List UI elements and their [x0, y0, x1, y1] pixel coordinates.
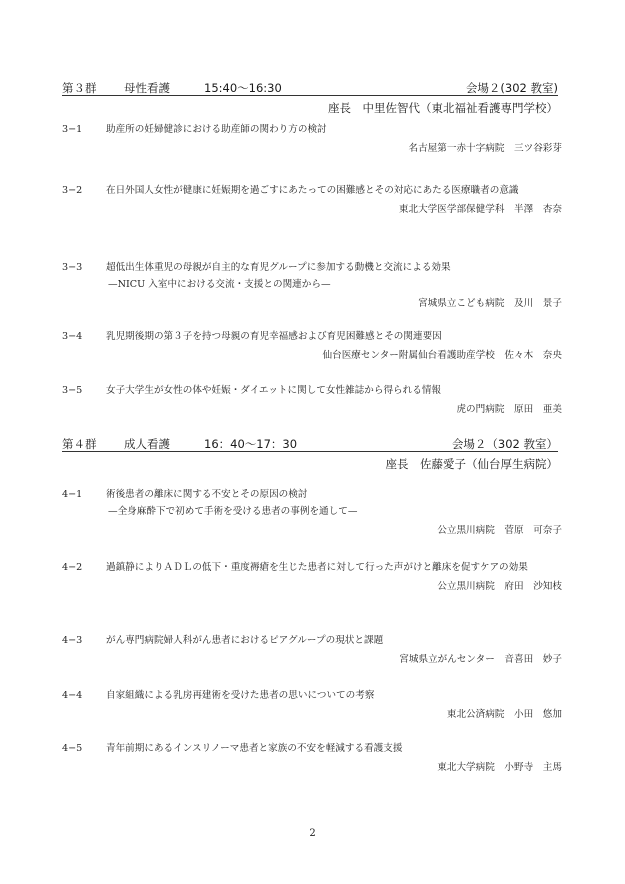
presentation-number: 4−1 [62, 489, 83, 500]
group-header-3 [62, 80, 558, 115]
presentation-number: 4−5 [62, 743, 83, 754]
presentation-item [62, 632, 562, 668]
presentation-number: 4−4 [62, 690, 83, 701]
presentation-item [62, 121, 562, 157]
presenter: 公立黒川病院 府田 沙知枝 [437, 581, 562, 592]
presentation-item [62, 182, 562, 218]
title-subline: —全身麻酔下で初めて手術を受ける患者の事例を通して— [108, 506, 358, 517]
presenter: 名古屋第一赤十字病院 三ツ谷彩芽 [408, 143, 562, 154]
title-line: 乳児期後期の第３子を持つ母親の育児幸福感および育児困難感とその関連要因 [106, 331, 442, 342]
presentation-item [62, 259, 562, 312]
title-line: 超低出生体重児の母親が自主的な育児グループに参加する動機と交流による効果 [106, 262, 451, 273]
group-number: 第４群 [62, 437, 97, 451]
presentation-item [62, 486, 562, 539]
session-venue: 会場２（302 教室） [451, 437, 558, 451]
presentation-item [62, 559, 562, 595]
presentation-title [106, 486, 562, 520]
presentation-title [106, 687, 562, 704]
presenter: 宮城県立こども病院 及川 景子 [418, 298, 562, 309]
group-header-line [62, 436, 558, 452]
title-line: がん専門病院婦人科がん患者におけるピアグループの現状と課題 [106, 635, 384, 646]
presentation-title [106, 182, 562, 199]
presentation-item [62, 328, 562, 364]
session-chair: 座長 中里佐智代（東北福祉看護専門学校） [328, 101, 558, 115]
presentation-title [106, 740, 562, 757]
presenter: 東北大学医学部保健学科 半澤 杏奈 [398, 204, 562, 215]
presenter: 虎の門病院 原田 亜美 [456, 404, 562, 415]
presentation-title [106, 382, 562, 399]
group-theme: 成人看護 [124, 437, 170, 451]
presentation-number: 3−4 [62, 331, 83, 342]
presentation-number: 4−3 [62, 635, 83, 646]
title-line: 女子大学生が女性の体や妊娠・ダイエットに関して女性雑誌から得られる情報 [106, 385, 442, 396]
presentation-title [106, 559, 562, 576]
presentation-number: 3−2 [62, 185, 83, 196]
title-line: 助産所の妊婦健診における助産師の関わり方の検討 [106, 124, 327, 135]
title-line: 自家組織による乳房再建術を受けた患者の思いについての考察 [106, 690, 375, 701]
session-venue: 会場２(302 教室) [465, 81, 558, 95]
session-time: 16：40〜17：30 [204, 437, 298, 451]
title-line: 青年前期にあるインスリノーマ患者と家族の不安を軽減する看護支援 [106, 743, 403, 754]
group-header-line [62, 80, 558, 96]
presentation-number: 3−5 [62, 385, 83, 396]
presentation-number: 3−3 [62, 262, 83, 273]
presenter: 公立黒川病院 菅原 可奈子 [437, 525, 562, 536]
presentation-item [62, 382, 562, 418]
presentation-title [106, 328, 562, 345]
presenter: 東北公済病院 小田 悠加 [446, 709, 562, 720]
presentation-title [106, 632, 562, 649]
presentation-item [62, 687, 562, 723]
title-line: 在日外国人女性が健康に妊娠期を過ごすにあたっての困難感とその対応にあたる医療職者の意識 [106, 185, 519, 196]
presenter: 宮城県立がんセンター 音喜田 妙子 [399, 654, 562, 665]
presenter: 仙台医療センター附属仙台看護助産学校 佐々木 奈央 [322, 350, 562, 361]
presentation-number: 3−1 [62, 124, 83, 135]
session-chair: 座長 佐藤愛子（仙台厚生病院） [385, 457, 558, 471]
title-line: 術後患者の離床に関する不安とその原因の検討 [106, 489, 308, 500]
group-header-4 [62, 436, 558, 471]
presenter: 東北大学病院 小野寺 主馬 [437, 762, 562, 773]
presentation-title [106, 121, 562, 138]
page-number: 2 [309, 828, 316, 839]
presentation-title [106, 259, 562, 293]
group-number: 第３群 [62, 81, 97, 95]
title-line: 過鎮静によりＡＤＬの低下・重度褥瘡を生じた患者に対して行った声がけと離床を促すケアの効果 [106, 562, 528, 573]
group-theme: 母性看護 [124, 81, 170, 95]
presentation-number: 4−2 [62, 562, 83, 573]
presentation-item [62, 740, 562, 776]
title-subline: —NICU 入室中における交流・支援との関連から— [108, 279, 331, 290]
session-time: 15:40〜16:30 [204, 81, 282, 95]
